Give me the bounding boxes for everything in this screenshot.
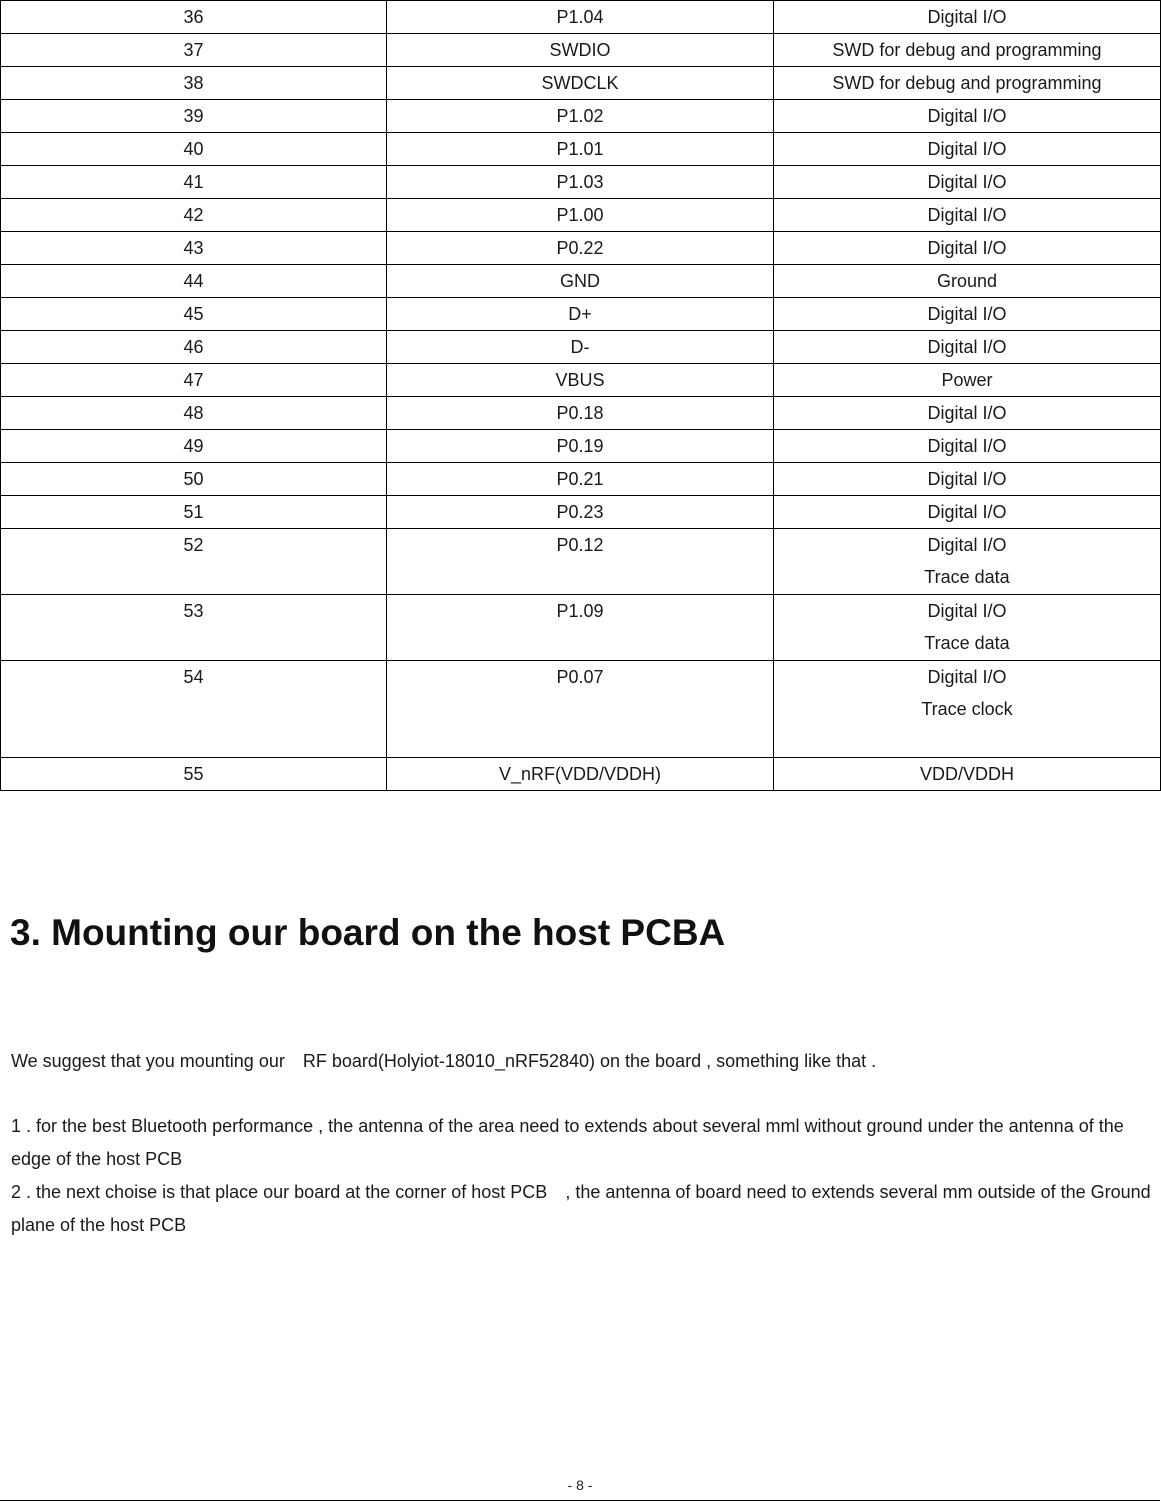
pin-number-cell: 48 xyxy=(1,397,387,430)
pin-number-cell: 45 xyxy=(1,298,387,331)
pin-number-cell: 52 xyxy=(1,529,387,595)
pin-description-line: VDD/VDDH xyxy=(919,764,1014,784)
table-row xyxy=(1,232,1161,265)
pin-description-cell xyxy=(774,232,1161,265)
pin-number-cell: 40 xyxy=(1,133,387,166)
pin-description-line: Digital I/O xyxy=(927,238,1007,258)
pin-number-cell: 46 xyxy=(1,331,387,364)
pin-description-cell xyxy=(774,463,1161,496)
pin-name-cell: P0.18 xyxy=(387,397,774,430)
pin-number-cell: 54 xyxy=(1,661,387,758)
pin-description-line: Digital I/O xyxy=(927,7,1007,27)
intro-text-a: We suggest that you mounting our xyxy=(11,1051,285,1071)
pin-description-line: Power xyxy=(941,370,993,390)
table-row xyxy=(1,529,1161,595)
table-row xyxy=(1,331,1161,364)
pin-description-cell xyxy=(774,661,1161,758)
footer-rule xyxy=(0,1500,1160,1501)
pin-name-cell: P1.03 xyxy=(387,166,774,199)
pin-number-cell: 53 xyxy=(1,595,387,661)
table-row xyxy=(1,34,1161,67)
pin-description-cell xyxy=(774,397,1161,430)
pin-description-cell xyxy=(774,529,1161,595)
pin-name-cell: P0.19 xyxy=(387,430,774,463)
pin-number-cell: 36 xyxy=(1,1,387,34)
pin-description-line: Digital I/O xyxy=(927,436,1007,456)
table-row xyxy=(1,758,1161,791)
pin-name-cell: P1.00 xyxy=(387,199,774,232)
pin-description-line: Digital I/O xyxy=(927,106,1007,126)
pin-number-cell: 37 xyxy=(1,34,387,67)
pin-number-cell: 41 xyxy=(1,166,387,199)
pin-number-cell: 47 xyxy=(1,364,387,397)
table-row xyxy=(1,67,1161,100)
pin-description-line: Digital I/O xyxy=(927,172,1007,192)
page-number: - 8 - xyxy=(567,1477,593,1493)
pin-description-cell xyxy=(774,166,1161,199)
table-row xyxy=(1,1,1161,34)
pin-description-cell xyxy=(774,595,1161,661)
table-row xyxy=(1,100,1161,133)
table-row xyxy=(1,661,1161,758)
pin-description-line: Digital I/O xyxy=(927,139,1007,159)
section-title: 3. Mounting our board on the host PCBA xyxy=(10,912,726,953)
pin-description-line: Digital I/O xyxy=(927,535,1007,555)
pin-description-cell xyxy=(774,430,1161,463)
pin-description-cell xyxy=(774,199,1161,232)
pin-name-cell: P1.09 xyxy=(387,595,774,661)
pin-number-cell: 55 xyxy=(1,758,387,791)
pin-description-line: Digital I/O xyxy=(927,304,1007,324)
table-row xyxy=(1,595,1161,661)
pin-name-cell: V_nRF(VDD/VDDH) xyxy=(387,758,774,791)
table-row xyxy=(1,364,1161,397)
recommendation-list xyxy=(11,1110,1151,1242)
pin-number-cell: 38 xyxy=(1,67,387,100)
pin-name-cell: SWDCLK xyxy=(387,67,774,100)
pin-description-cell xyxy=(774,758,1161,791)
pin-name-cell: P0.12 xyxy=(387,529,774,595)
pin-description-cell xyxy=(774,331,1161,364)
item2-text-a: 2 . the next choise is that place our board at the corner of host PCB xyxy=(11,1182,548,1202)
pin-number-cell: 44 xyxy=(1,265,387,298)
pin-description-cell xyxy=(774,100,1161,133)
table-row xyxy=(1,199,1161,232)
pin-description-line: Digital I/O xyxy=(927,667,1007,687)
pin-name-cell: P1.01 xyxy=(387,133,774,166)
pin-number-cell: 49 xyxy=(1,430,387,463)
intro-text-b: RF board(Holyiot-18010_nRF52840) on the board , something like that . xyxy=(302,1051,877,1071)
pin-name-cell: P1.02 xyxy=(387,100,774,133)
pin-description-cell xyxy=(774,265,1161,298)
pin-description-cell xyxy=(774,67,1161,100)
item2-text-b: , the antenna of board need to extends several mm outside of the Ground plane of the host PCB xyxy=(11,1182,1151,1235)
pin-table-body xyxy=(1,1,1161,791)
table-row xyxy=(1,397,1161,430)
table-row xyxy=(1,463,1161,496)
table-row xyxy=(1,298,1161,331)
table-row xyxy=(1,133,1161,166)
table-row xyxy=(1,430,1161,463)
pin-description-cell xyxy=(774,298,1161,331)
pin-name-cell: GND xyxy=(387,265,774,298)
pin-description-line: Trace data xyxy=(924,633,1010,653)
pin-name-cell: VBUS xyxy=(387,364,774,397)
pin-number-cell: 51 xyxy=(1,496,387,529)
pin-number-cell: 43 xyxy=(1,232,387,265)
pin-name-cell: SWDIO xyxy=(387,34,774,67)
pin-description-line: Digital I/O xyxy=(927,469,1007,489)
pin-name-cell: P1.04 xyxy=(387,1,774,34)
pin-description-line: Digital I/O xyxy=(927,601,1007,621)
recommendation-item-2 xyxy=(11,1176,1151,1242)
table-row xyxy=(1,265,1161,298)
pin-description-line: Trace clock xyxy=(921,699,1013,719)
pin-description-line: SWD for debug and programming xyxy=(832,40,1102,60)
pin-description-cell xyxy=(774,496,1161,529)
table-row xyxy=(1,166,1161,199)
pin-name-cell: D- xyxy=(387,331,774,364)
pin-description-cell xyxy=(774,133,1161,166)
pin-description-line: SWD for debug and programming xyxy=(832,73,1102,93)
pin-description-line: Ground xyxy=(936,271,998,291)
pin-description-line: Trace data xyxy=(924,567,1010,587)
pin-name-cell: P0.23 xyxy=(387,496,774,529)
intro-paragraph xyxy=(11,1045,1151,1078)
pin-description-cell xyxy=(774,1,1161,34)
pin-description-cell xyxy=(774,34,1161,67)
pin-description-line: Digital I/O xyxy=(927,403,1007,423)
pin-number-cell: 42 xyxy=(1,199,387,232)
pin-description-cell xyxy=(774,364,1161,397)
table-row xyxy=(1,496,1161,529)
pin-name-cell: P0.07 xyxy=(387,661,774,758)
pin-name-cell: P0.22 xyxy=(387,232,774,265)
recommendation-item-1: 1 . for the best Bluetooth performance , the antenna of the area need to extends about several mml without ground under the antenna of the edge of the host PCB xyxy=(11,1116,1124,1169)
pin-description-line: Digital I/O xyxy=(927,337,1007,357)
pin-description-line: Digital I/O xyxy=(927,205,1007,225)
pin-number-cell: 50 xyxy=(1,463,387,496)
pin-name-cell: D+ xyxy=(387,298,774,331)
pin-number-cell: 39 xyxy=(1,100,387,133)
pin-name-cell: P0.21 xyxy=(387,463,774,496)
pin-description-line: Digital I/O xyxy=(927,502,1007,522)
